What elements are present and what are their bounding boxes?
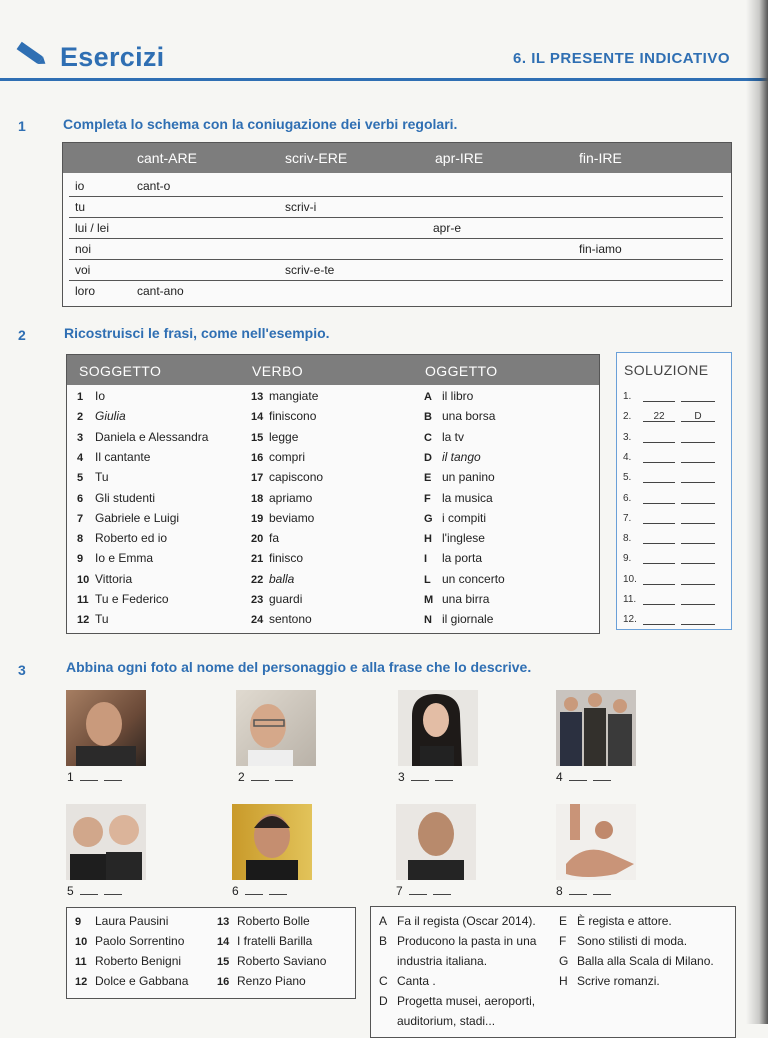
solution-blank-object[interactable]: D (681, 411, 715, 422)
solution-row (623, 432, 715, 443)
exercise-3-instruction: Abbina ogni foto al nome del personaggio e alla frase che lo descrive. (66, 659, 532, 675)
answer-blank[interactable] (80, 884, 98, 895)
item-number: H (424, 533, 432, 546)
name-item (75, 974, 188, 988)
description-letter: F (559, 934, 567, 948)
photo-label (67, 770, 122, 784)
solution-row (623, 493, 715, 504)
answer-blank[interactable] (409, 884, 427, 895)
column-header: apr-IRE (435, 150, 484, 166)
soggetto-item (77, 450, 150, 464)
description-text: industria italiana. (397, 954, 488, 968)
item-text: Io (95, 389, 106, 403)
table-row (69, 239, 723, 260)
photo-5 (66, 804, 146, 880)
item-text: il libro (442, 389, 474, 403)
item-text: la porta (442, 551, 483, 566)
solution-row-number: 10. (623, 573, 637, 585)
item-text: sentono (269, 612, 312, 627)
solution-row (623, 614, 715, 625)
photo-8 (556, 804, 636, 880)
name-item (75, 954, 181, 968)
item-text: l'inglese (442, 531, 485, 546)
conjugation-table (62, 142, 732, 307)
pronoun-cell: voi (75, 263, 91, 277)
soggetto-item (77, 430, 208, 444)
item-text: legge (269, 429, 299, 444)
answer-blank[interactable] (433, 884, 451, 895)
oggetto-item (424, 531, 485, 545)
conjugation-cell[interactable]: cant-o (137, 179, 171, 193)
exercise-2-number: 2 (18, 327, 26, 343)
solution-box (616, 352, 732, 630)
solution-blank-verb[interactable] (643, 594, 675, 605)
description-text: È regista e attore. (577, 914, 672, 928)
item-number: D (424, 451, 432, 464)
item-number: A (424, 391, 432, 403)
solution-blank-verb[interactable] (643, 533, 675, 544)
soggetto-item (77, 470, 109, 484)
sentence-table (66, 354, 600, 634)
item-text: una borsa (442, 409, 496, 424)
item-number: L (424, 573, 431, 586)
item-text: finiscono (269, 409, 317, 424)
item-text: finisco (269, 551, 304, 566)
photo-number: 7 (396, 884, 403, 898)
soggetto-item (77, 612, 109, 626)
item-text: Tu e Federico (95, 592, 169, 606)
solution-row (623, 533, 715, 544)
answer-blank[interactable] (104, 884, 122, 895)
solution-blank-verb[interactable] (643, 452, 675, 463)
item-number: 7 (77, 512, 84, 525)
name-number: 12 (75, 976, 88, 988)
name-number: 11 (75, 956, 87, 968)
item-text: un concerto (442, 571, 505, 586)
name-item (75, 934, 184, 948)
photo-number: 8 (556, 884, 563, 898)
description-letter: A (379, 914, 388, 928)
soggetto-item (77, 592, 169, 606)
item-text: mangiate (269, 389, 319, 403)
conjugation-cell[interactable]: apr-e (433, 221, 462, 235)
item-text: Daniela e Alessandra (95, 429, 209, 444)
answer-blank[interactable] (569, 884, 587, 895)
name-text: Renzo Piano (237, 974, 306, 988)
photo-label (398, 770, 453, 784)
description-text: Producono la pasta in una (397, 934, 537, 948)
item-text: Tu (95, 470, 109, 485)
solution-blank-object[interactable] (681, 533, 715, 544)
description-text: Fa il regista (Oscar 2014). (397, 914, 536, 928)
name-number: 14 (217, 936, 230, 948)
solution-row-number: 2. (623, 411, 632, 423)
solution-row-number: 12. (623, 614, 637, 626)
description-item (559, 951, 714, 971)
item-number: 2 (77, 411, 84, 424)
answer-blank[interactable] (569, 770, 587, 781)
photo-4 (556, 690, 636, 766)
verbo-item (251, 470, 323, 484)
item-number: 20 (251, 533, 264, 546)
conjugation-table-header (63, 143, 731, 173)
item-number: 10 (77, 573, 90, 586)
exercise-3-number: 3 (18, 662, 26, 678)
descriptions-box (370, 906, 736, 1038)
description-item (379, 971, 436, 991)
solution-row-number: 3. (623, 431, 632, 443)
pronoun-cell: noi (75, 242, 92, 256)
column-header: cant-ARE (137, 150, 197, 166)
pronoun-cell: io (75, 179, 85, 193)
item-number: 4 (77, 451, 84, 464)
verbo-item (251, 409, 316, 423)
solution-title: SOLUZIONE (624, 362, 709, 378)
description-item (379, 911, 536, 931)
item-number: 12 (77, 614, 90, 627)
description-text: Progetta musei, aeroporti, (397, 994, 536, 1008)
solution-blank-verb[interactable]: 22 (643, 411, 675, 422)
description-letter: G (559, 954, 569, 968)
solution-row-number: 4. (623, 451, 632, 463)
item-text: Il cantante (95, 449, 151, 464)
verbo-item (251, 551, 303, 565)
name-number: 15 (217, 956, 230, 968)
solution-blank-verb[interactable] (643, 432, 675, 443)
exercise-1-number: 1 (18, 118, 26, 134)
conjugation-cell[interactable]: fin-iamo (579, 242, 622, 256)
item-text: compri (269, 449, 306, 464)
oggetto-item (424, 389, 473, 403)
name-text: I fratelli Barilla (237, 934, 313, 948)
oggetto-item (424, 430, 464, 444)
name-text: Roberto Bolle (237, 914, 310, 928)
photo-label (396, 884, 451, 898)
column-header: SOGGETTO (79, 363, 162, 379)
solution-row-number: 8. (623, 533, 632, 545)
photo-label (232, 884, 287, 898)
exercise-1-instruction: Completa lo schema con la coniugazione dei verbi regolari. (63, 116, 458, 132)
solution-blank-verb[interactable] (643, 614, 675, 625)
oggetto-item (424, 612, 493, 626)
item-text: capiscono (269, 470, 324, 485)
item-text: la musica (442, 490, 493, 505)
name-item (217, 954, 326, 968)
item-number: I (424, 553, 428, 566)
name-text: Paolo Sorrentino (95, 934, 185, 948)
solution-blank-verb[interactable] (643, 574, 675, 585)
photo-2 (236, 690, 316, 766)
photo-7 (396, 804, 476, 880)
item-number: 11 (77, 594, 89, 606)
solution-blank-verb[interactable] (643, 472, 675, 483)
solution-row-number: 1. (623, 391, 632, 402)
conjugation-cell[interactable]: scriv-e-te (285, 263, 335, 277)
oggetto-item (424, 572, 505, 586)
name-text: Dolce e Gabbana (95, 974, 189, 988)
item-number: 16 (251, 451, 264, 464)
description-letter: B (379, 934, 388, 948)
column-header: scriv-ERE (285, 150, 348, 166)
answer-blank[interactable] (593, 884, 611, 895)
solution-blank-object[interactable] (681, 452, 715, 463)
item-number: C (424, 431, 432, 444)
description-item (379, 991, 535, 1011)
solution-row (623, 594, 715, 605)
pronoun-cell: tu (75, 200, 86, 214)
exercise-2-instruction: Ricostruisci le frasi, come nell'esempio. (64, 325, 330, 341)
description-item (379, 931, 536, 951)
description-item (379, 1011, 495, 1031)
description-item (559, 911, 672, 931)
pencil-icon (14, 40, 50, 70)
description-item (559, 931, 687, 951)
item-text: il giornale (442, 612, 494, 627)
answer-blank[interactable] (104, 770, 122, 781)
column-header: OGGETTO (425, 363, 498, 379)
answer-blank[interactable] (435, 770, 453, 781)
description-text: Balla alla Scala di Milano. (577, 954, 714, 968)
item-number: 23 (251, 594, 264, 606)
description-text: Sono stilisti di moda. (577, 934, 688, 948)
item-number: 1 (77, 391, 84, 403)
answer-blank[interactable] (80, 770, 98, 781)
solution-blank-object[interactable] (681, 614, 715, 625)
solution-row (623, 411, 715, 422)
name-item (217, 914, 310, 928)
table-row (69, 197, 723, 218)
column-header: fin-IRE (579, 150, 622, 166)
name-item (217, 974, 306, 988)
solution-blank-object[interactable] (681, 553, 715, 564)
solution-row (623, 391, 715, 402)
photo-number: 4 (556, 770, 563, 784)
item-number: 22 (251, 573, 264, 586)
name-number: 16 (217, 976, 230, 988)
answer-blank[interactable] (245, 884, 263, 895)
item-text: Giulia (95, 409, 126, 424)
verbo-item (251, 450, 305, 464)
section-title: 6. IL PRESENTE INDICATIVO (513, 50, 730, 67)
header-divider (0, 78, 768, 81)
name-item (217, 934, 312, 948)
item-text: Tu (95, 612, 109, 627)
verbo-item (251, 612, 312, 626)
item-number: 5 (77, 472, 84, 485)
pronoun-cell: loro (75, 284, 96, 298)
page-edge-shadow (746, 0, 768, 1024)
verbo-item (251, 389, 318, 403)
solution-blank-object[interactable] (681, 594, 715, 605)
photo-label (556, 770, 611, 784)
photo-3 (398, 690, 478, 766)
soggetto-item (77, 572, 132, 586)
name-number: 10 (75, 936, 88, 948)
photo-number: 2 (238, 770, 245, 784)
name-number: 9 (75, 916, 82, 928)
item-number: 13 (251, 391, 264, 403)
photo-1 (66, 690, 146, 766)
solution-blank-object[interactable] (681, 432, 715, 443)
item-number: 24 (251, 614, 264, 627)
answer-blank[interactable] (593, 770, 611, 781)
solution-row (623, 553, 715, 564)
description-item (559, 971, 660, 991)
table-row (69, 281, 723, 301)
oggetto-item (424, 470, 495, 484)
name-text: Roberto Benigni (95, 954, 182, 968)
item-text: il tango (442, 449, 481, 464)
solution-row-number: 6. (623, 492, 632, 504)
verbo-item (251, 511, 314, 525)
item-text: balla (269, 571, 295, 586)
table-row (69, 176, 723, 197)
photo-label (238, 770, 293, 784)
solution-row-number: 5. (623, 472, 632, 484)
item-text: fa (269, 531, 280, 546)
item-number: M (424, 594, 434, 606)
soggetto-item (77, 531, 167, 545)
name-item (75, 914, 168, 928)
item-text: Gli studenti (95, 490, 156, 505)
solution-row (623, 452, 715, 463)
verbo-item (251, 592, 302, 606)
solution-row-number: 11. (623, 594, 637, 605)
description-letter: D (379, 994, 388, 1008)
name-number: 13 (217, 916, 230, 928)
description-letter: H (559, 974, 568, 988)
item-number: E (424, 472, 432, 485)
photo-label (67, 884, 122, 898)
solution-blank-verb[interactable] (643, 391, 675, 402)
item-text: un panino (442, 470, 495, 485)
solution-blank-object[interactable] (681, 513, 715, 524)
oggetto-item (424, 551, 482, 565)
item-number: 6 (77, 492, 84, 505)
verbo-item (251, 491, 312, 505)
item-number: 3 (77, 431, 84, 444)
verbo-item (251, 531, 279, 545)
solution-blank-verb[interactable] (643, 493, 675, 504)
solution-row-number: 7. (623, 512, 632, 524)
item-number: 17 (251, 472, 264, 485)
page-title: Esercizi (60, 42, 165, 72)
verbo-item (251, 572, 294, 586)
description-text: Scrive romanzi. (577, 974, 660, 988)
item-text: una birra (442, 592, 490, 606)
description-text: auditorium, stadi... (397, 1014, 496, 1028)
name-text: Laura Pausini (95, 914, 169, 928)
sentence-table-header (67, 355, 599, 385)
item-text: la tv (442, 429, 465, 444)
item-text: apriamo (269, 490, 313, 505)
solution-row-number: 9. (623, 553, 632, 565)
item-number: 18 (251, 492, 264, 505)
photo-6 (232, 804, 312, 880)
description-item (379, 951, 487, 971)
photo-number: 1 (67, 770, 74, 784)
solution-blank-object[interactable] (681, 493, 715, 504)
description-text: Canta . (397, 974, 436, 988)
oggetto-item (424, 450, 481, 464)
solution-blank-object[interactable] (681, 391, 715, 402)
verbo-item (251, 430, 298, 444)
oggetto-item (424, 491, 493, 505)
answer-blank[interactable] (411, 770, 429, 781)
answer-blank[interactable] (275, 770, 293, 781)
soggetto-item (77, 409, 126, 423)
oggetto-item (424, 409, 495, 423)
item-number: 8 (77, 533, 84, 546)
table-row (69, 260, 723, 281)
photo-number: 3 (398, 770, 405, 784)
item-number: N (424, 614, 432, 627)
item-number: 21 (251, 553, 264, 566)
photo-number: 6 (232, 884, 239, 898)
solution-row (623, 574, 715, 585)
item-text: Gabriele e Luigi (95, 510, 180, 525)
item-text: Io e Emma (95, 551, 154, 566)
name-text: Roberto Saviano (237, 954, 327, 968)
conjugation-cell[interactable]: cant-ano (137, 284, 184, 298)
item-number: 15 (251, 431, 264, 444)
solution-row (623, 472, 715, 483)
column-header: VERBO (252, 363, 304, 379)
conjugation-cell[interactable]: scriv-i (285, 200, 317, 214)
item-number: 14 (251, 411, 264, 424)
solution-row (623, 513, 715, 524)
item-text: i compiti (442, 510, 487, 525)
photo-label (556, 884, 611, 898)
solution-blank-object[interactable] (681, 472, 715, 483)
item-number: B (424, 411, 432, 424)
item-number: G (424, 512, 433, 525)
item-number: F (424, 492, 431, 505)
description-letter: E (559, 914, 568, 928)
soggetto-item (77, 511, 179, 525)
solution-blank-verb[interactable] (643, 553, 675, 564)
oggetto-item (424, 592, 489, 606)
soggetto-item (77, 491, 155, 505)
soggetto-item (77, 389, 105, 403)
pronoun-cell: lui / lei (75, 221, 110, 235)
table-row (69, 218, 723, 239)
soggetto-item (77, 551, 153, 565)
solution-blank-verb[interactable] (643, 513, 675, 524)
answer-blank[interactable] (269, 884, 287, 895)
item-number: 19 (251, 512, 264, 525)
names-box (66, 907, 356, 999)
item-text: beviamo (269, 510, 315, 525)
item-text: Vittoria (95, 571, 133, 586)
oggetto-item (424, 511, 486, 525)
item-text: guardi (269, 592, 303, 606)
item-number: 9 (77, 553, 84, 566)
solution-blank-object[interactable] (681, 574, 715, 585)
photo-number: 5 (67, 884, 74, 898)
answer-blank[interactable] (251, 770, 269, 781)
description-letter: C (379, 974, 388, 988)
item-text: Roberto ed io (95, 531, 168, 546)
